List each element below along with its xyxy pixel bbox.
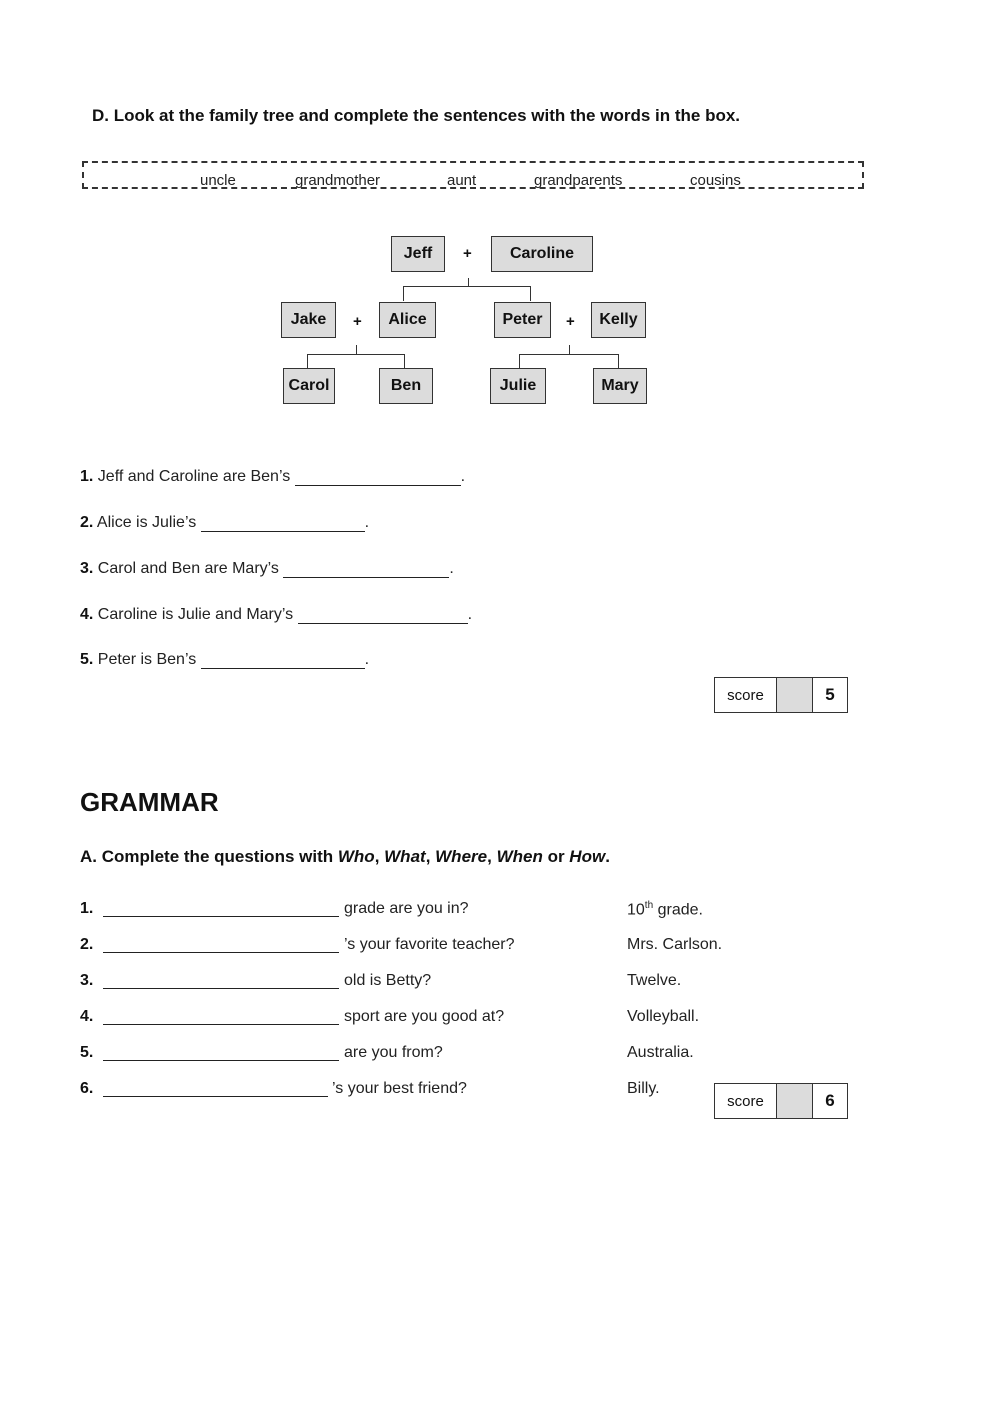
tree-node-alice: Alice <box>379 302 436 338</box>
word-how: How <box>569 847 606 866</box>
answer-blank[interactable] <box>295 471 461 486</box>
tree-node-julie: Julie <box>490 368 546 404</box>
word-grandparents: grandparents <box>534 172 623 189</box>
tree-node-mary: Mary <box>593 368 647 404</box>
question-text: sport are you good at? <box>344 1008 505 1025</box>
question-number: 2. <box>80 936 94 953</box>
question-text: are you from? <box>344 1044 443 1061</box>
heading-sep: , <box>374 847 385 866</box>
tree-line <box>404 354 405 368</box>
tree-line <box>519 354 520 368</box>
question-number: 4. <box>80 1008 94 1025</box>
question-number: 3. <box>80 560 94 577</box>
question-d-5 <box>80 651 369 669</box>
tree-line <box>356 345 357 354</box>
tree-node-jeff: Jeff <box>391 236 445 272</box>
question-text: Alice is Julie’s <box>96 514 197 531</box>
question-number: 6. <box>80 1080 94 1097</box>
question-answer: Twelve. <box>627 972 682 989</box>
grammar-title: GRAMMAR <box>80 787 219 817</box>
question-d-3 <box>80 560 454 578</box>
tree-node-peter: Peter <box>494 302 551 338</box>
question-number: 2. <box>80 514 94 531</box>
question-d-1 <box>80 468 465 486</box>
tree-node-jake: Jake <box>281 302 336 338</box>
question-text: Caroline is Julie and Mary’s <box>97 606 294 623</box>
question-text: Carol and Ben are Mary’s <box>97 560 279 577</box>
answer-blank[interactable] <box>201 517 365 532</box>
question-number: 3. <box>80 972 94 989</box>
word-what: What <box>384 847 426 866</box>
word-grandmother: grandmother <box>295 172 381 189</box>
word-cousins: cousins <box>690 172 741 189</box>
question-text: grade are you in? <box>344 900 469 917</box>
heading-sep: , <box>487 847 497 866</box>
answer-number: 10 <box>627 901 645 919</box>
heading-end: . <box>605 847 610 866</box>
answer-blank[interactable] <box>298 609 468 624</box>
question-number: 5. <box>80 1044 94 1061</box>
answer-blank[interactable] <box>103 1095 328 1097</box>
question-text: ’s your best friend? <box>332 1080 467 1097</box>
question-text: Peter is Ben’s <box>97 651 197 668</box>
heading-prefix: A. Complete the questions with <box>80 847 338 866</box>
answer-blank[interactable] <box>201 654 365 669</box>
tree-line <box>530 286 531 301</box>
tree-line <box>468 278 469 286</box>
tree-line <box>307 354 308 368</box>
question-answer: Mrs. Carlson. <box>627 936 723 953</box>
tree-line <box>569 345 570 354</box>
tree-line <box>403 286 404 301</box>
score-box-a <box>714 1083 848 1119</box>
answer-blank[interactable] <box>103 951 339 953</box>
score-max: 6 <box>825 1091 835 1110</box>
question-answer: Volleyball. <box>627 1008 700 1025</box>
answer-blank[interactable] <box>103 987 339 989</box>
question-answer: Billy. <box>627 1080 660 1097</box>
tree-node-ben: Ben <box>379 368 433 404</box>
answer-blank[interactable] <box>103 915 339 917</box>
answer-suffix: th <box>644 900 654 911</box>
tree-plus-right: + <box>566 313 575 330</box>
question-number: 4. <box>80 606 94 623</box>
score-label: score <box>715 678 777 712</box>
answer-text: grade. <box>653 901 703 919</box>
question-end: . <box>364 514 370 531</box>
section-a-heading <box>80 847 610 867</box>
question-number: 5. <box>80 651 94 668</box>
question-text: ’s your favorite teacher? <box>344 936 515 953</box>
answer-blank[interactable] <box>103 1059 339 1061</box>
question-number: 1. <box>80 468 94 485</box>
question-end: . <box>460 468 466 485</box>
question-text: Jeff and Caroline are Ben’s <box>97 468 291 485</box>
answer-blank[interactable] <box>103 1023 339 1025</box>
tree-node-caroline: Caroline <box>491 236 593 272</box>
tree-node-carol: Carol <box>283 368 335 404</box>
question-d-4 <box>80 606 472 624</box>
word-uncle: uncle <box>200 172 236 189</box>
tree-line <box>403 286 531 287</box>
score-input[interactable] <box>777 1084 813 1118</box>
tree-plus-top: + <box>463 245 472 262</box>
tree-line <box>307 354 405 355</box>
tree-plus-left: + <box>353 313 362 330</box>
score-label: score <box>715 1084 777 1118</box>
tree-node-kelly: Kelly <box>591 302 646 338</box>
question-end: . <box>364 651 370 668</box>
word-who: Who <box>337 847 375 866</box>
word-aunt: aunt <box>447 172 477 189</box>
question-d-2 <box>80 514 369 532</box>
score-box-d <box>714 677 848 713</box>
question-answer <box>627 900 703 919</box>
score-input[interactable] <box>777 678 813 712</box>
question-number: 1. <box>80 900 94 917</box>
heading-or: or <box>542 847 570 866</box>
word-when: When <box>496 847 543 866</box>
question-text: old is Betty? <box>344 972 432 989</box>
score-max: 5 <box>825 685 835 704</box>
answer-blank[interactable] <box>283 563 449 578</box>
question-answer: Australia. <box>627 1044 694 1061</box>
heading-sep: , <box>425 847 436 866</box>
question-end: . <box>449 560 454 577</box>
section-d-heading: D. Look at the family tree and complete the sentences with the words in the box. <box>92 106 741 125</box>
word-where: Where <box>435 847 488 866</box>
tree-line <box>519 354 619 355</box>
tree-line <box>618 354 619 368</box>
question-end: . <box>467 606 473 623</box>
word-box <box>82 161 864 189</box>
